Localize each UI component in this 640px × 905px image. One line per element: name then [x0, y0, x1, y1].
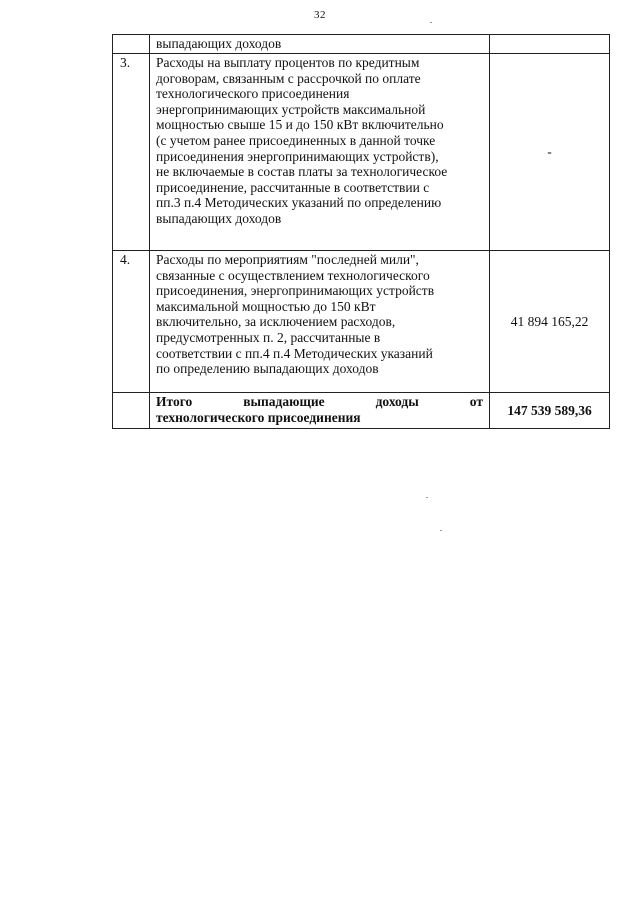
total-word: выпадающие: [243, 394, 325, 409]
description-line: присоединение, рассчитанные в соответствии с: [156, 179, 430, 195]
row-number: 4.: [113, 251, 150, 393]
total-label-line-1: [156, 394, 483, 410]
scan-speck: [430, 22, 432, 23]
row-number-empty: [113, 393, 150, 429]
description-line: пп.3 п.4 Методических указаний по определению: [156, 195, 442, 211]
row-number: [113, 35, 150, 54]
row-number: 3.: [113, 54, 150, 251]
description-line: Расходы на выплату процентов по кредитным: [156, 55, 420, 70]
row-value: -: [490, 54, 610, 251]
description-line: не включаемые в состав платы за технологическое: [156, 164, 448, 180]
description-line: присоединения, энергопринимающих устройств: [156, 283, 435, 299]
row-description: [150, 251, 490, 393]
description-line: по определению выпадающих доходов: [156, 361, 379, 377]
total-value: 147 539 589,36: [490, 393, 610, 429]
description-line: предусмотренных п. 2, рассчитанные в: [156, 329, 381, 345]
row-description: [150, 54, 490, 251]
total-label-line-2: технологического присоединения: [156, 409, 361, 425]
total-description: [150, 393, 490, 429]
row-value: 41 894 165,22: [490, 251, 610, 393]
description-line: договорам, связанным с рассрочкой по оплате: [156, 70, 421, 86]
total-word: доходы: [375, 394, 419, 409]
scan-speck: [426, 497, 428, 498]
row-value: [490, 35, 610, 54]
description-line: максимальной мощностью до 150 кВт: [156, 298, 376, 314]
description-line: присоединения энергопринимающих устройств),: [156, 148, 439, 164]
table-row-4: [113, 251, 610, 393]
expenses-table: [112, 34, 610, 429]
description-line: соответствии с пп.4 п.4 Методических указаний: [156, 345, 433, 361]
description-line: энергопринимающих устройств максимальной: [156, 101, 426, 117]
description-line: включительно, за исключением расходов,: [156, 314, 396, 330]
description-line: связанные с осуществлением технологического: [156, 267, 430, 283]
total-word: Итого: [156, 394, 193, 409]
description-line: мощностью свыше 15 и до 150 кВт включительно: [156, 117, 444, 133]
scan-speck: [440, 530, 442, 531]
description-line: Расходы по мероприятиям "последней мили",: [156, 252, 419, 267]
total-word: от: [469, 394, 483, 409]
table-row-3: [113, 54, 610, 251]
description-line: (с учетом ранее присоединенных в данной точке: [156, 132, 436, 148]
row-description: [150, 35, 490, 54]
description-line: выпадающих доходов: [156, 210, 282, 226]
table-row-continuation: [113, 35, 610, 54]
table-row-total: [113, 393, 610, 429]
description-line: технологического присоединения: [156, 86, 350, 102]
page-number: 32: [314, 9, 326, 21]
description-line: выпадающих доходов: [156, 36, 282, 51]
